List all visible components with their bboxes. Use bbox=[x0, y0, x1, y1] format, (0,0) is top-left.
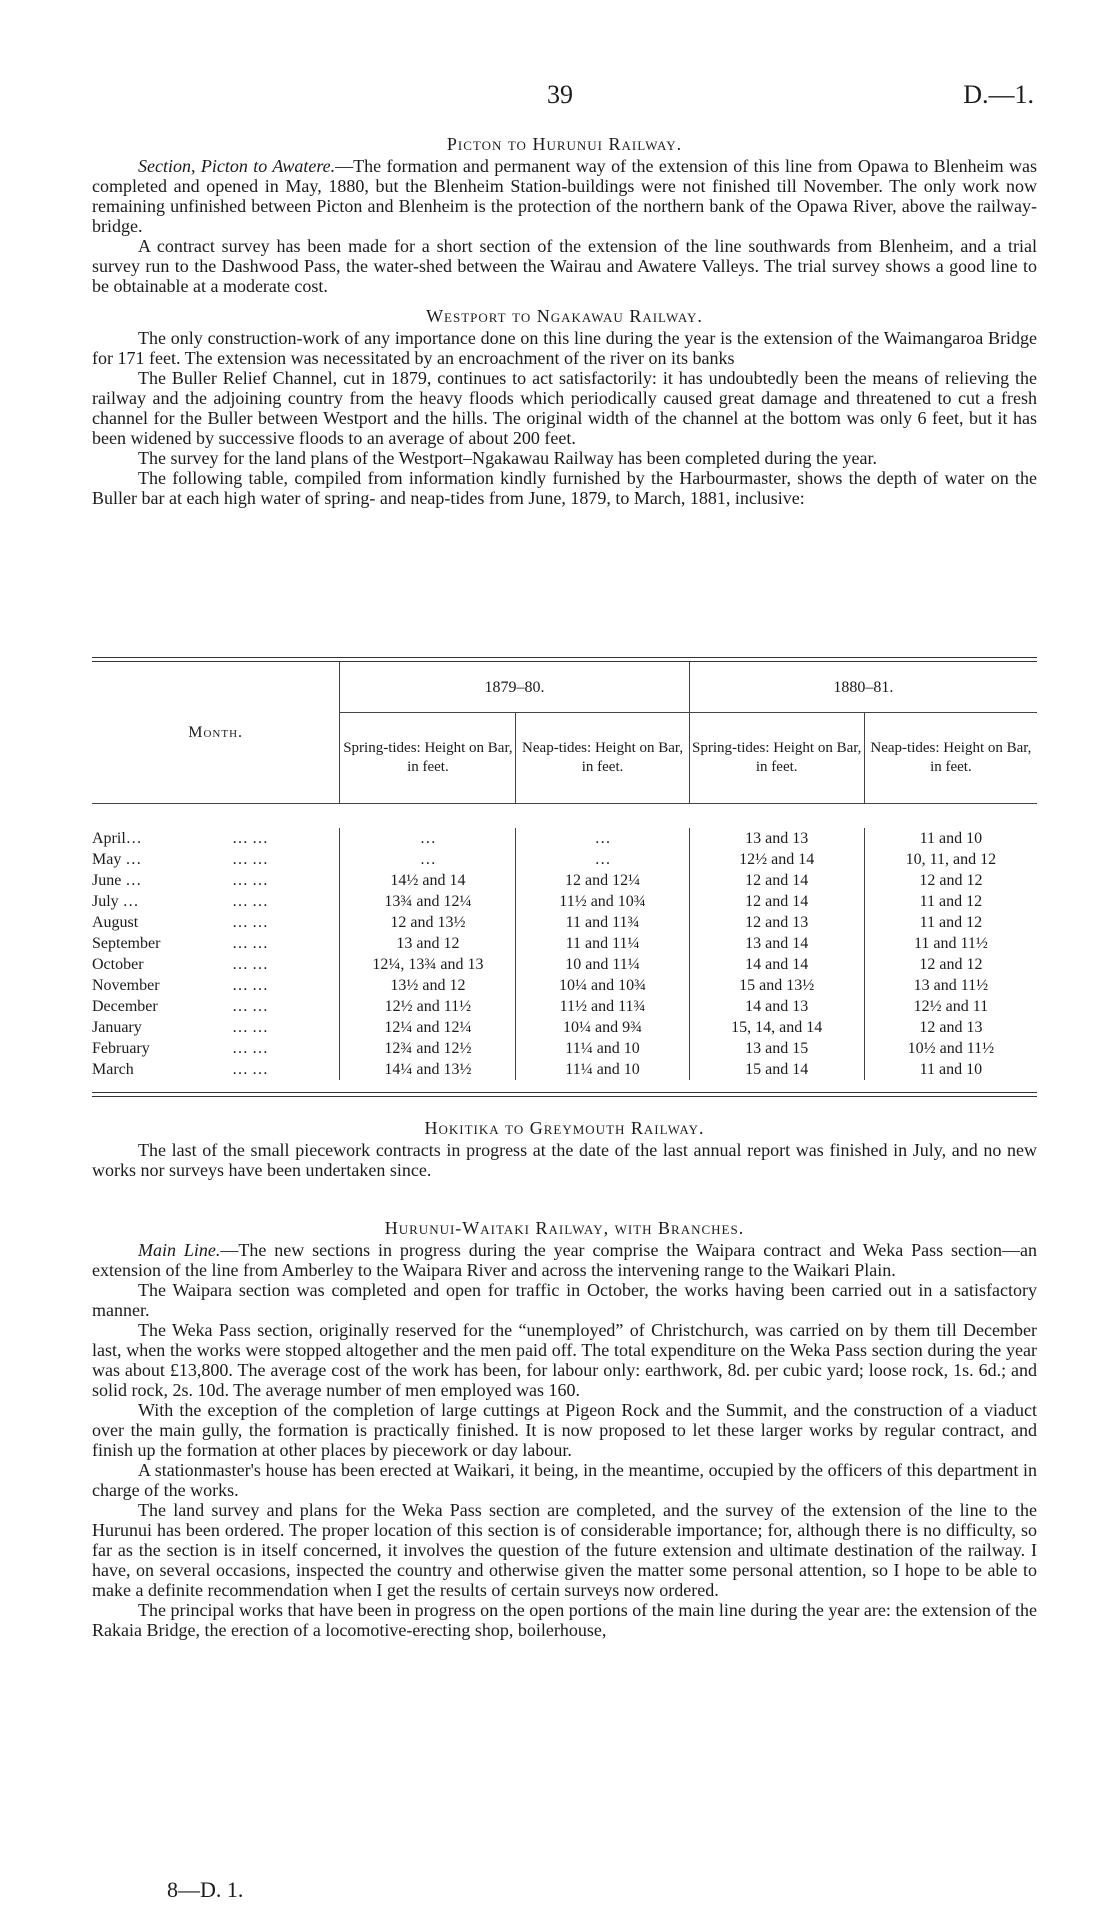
paragraph: The land survey and plans for the Weka Pass section are completed, and the survey of the extension of the line to the Hurunui has been ordered. The proper location of this section is of considerable importance; for, although there is no difficulty, so far as the section is in itself concerned, it involves the question of the future extension and ultimate destination of the railway. I have, on several occasions, inspected the country and otherwise given the matter some personal attention, so I hope to be able to make a definite recommendation when I get the results of certain surveys now ordered. bbox=[92, 1500, 1037, 1600]
document-reference: D.—1. bbox=[963, 80, 1034, 109]
table-row: February … … 12¾ and 12½ 11¼ and 10 13 and 15 10½ and 11½ bbox=[92, 1038, 1037, 1059]
table-row: October … … 12¼, 13¾ and 13 10 and 11¼ 14 and 14 12 and 12 bbox=[92, 954, 1037, 975]
column-header: Neap-tides: Height on Bar, in feet. bbox=[864, 713, 1037, 804]
period-header-1879: 1879–80. bbox=[340, 662, 689, 713]
table-row: May … … … … … 12½ and 14 10, 11, and 12 bbox=[92, 849, 1037, 870]
tide-table-block bbox=[92, 657, 1037, 1097]
section-title: Hokitika to Greymouth Railway. bbox=[424, 1118, 705, 1138]
paragraph: Main Line.—The new sections in progress during the year comprise the Waipara contract and Weka Pass section—an extension of the line from Amberley to the Waipara River and across the intervening range to the Waikari Plain. bbox=[92, 1240, 1037, 1280]
table-row: November … … 13½ and 12 10¼ and 10¾ 15 and 13½ 13 and 11½ bbox=[92, 975, 1037, 996]
paragraph: The Waipara section was completed and open for traffic in October, the works having been carried out in a satisfactory manner. bbox=[92, 1280, 1037, 1320]
tide-table bbox=[92, 662, 1037, 1092]
paragraph: With the exception of the completion of large cuttings at Pigeon Rock and the Summit, and the construction of a viaduct over the main gully, the formation is practically finished. It is now proposed to let these larger works by regular contract, and finish up the formation at other places by piecework or day labour. bbox=[92, 1400, 1037, 1460]
section-title: Picton to Hurunui Railway. bbox=[446, 134, 683, 154]
table-row: December … … 12½ and 11½ 11½ and 11¾ 14 and 13 12½ and 11 bbox=[92, 996, 1037, 1017]
page-number: 39 bbox=[547, 80, 573, 109]
section-title: Hurunui-Waitaki Railway, with Branches. bbox=[384, 1218, 745, 1238]
table-row: September … … 13 and 12 11 and 11¼ 13 and 14 11 and 11½ bbox=[92, 933, 1037, 954]
table-row: April… … … … … 13 and 13 11 and 10 bbox=[92, 828, 1037, 849]
column-header: Spring-tides: Height on Bar, in feet. bbox=[689, 713, 864, 804]
table-row: August … … 12 and 13½ 11 and 11¾ 12 and 13 11 and 12 bbox=[92, 912, 1037, 933]
table-row: March … … 14¼ and 13½ 11¼ and 10 15 and 14 11 and 10 bbox=[92, 1059, 1037, 1080]
section-hurunui-waitaki bbox=[92, 1216, 1037, 1640]
column-header: Spring-tides: Height on Bar, in feet. bbox=[340, 713, 516, 804]
month-header: Month. bbox=[188, 724, 244, 741]
period-header-1880: 1880–81. bbox=[689, 662, 1037, 713]
paragraph: The last of the small piecework contracts in progress at the date of the last annual report was finished in July, and no new works nor surveys have been undertaken since. bbox=[92, 1140, 1037, 1180]
section-title: Westport to Ngakawau Railway. bbox=[426, 306, 703, 326]
table-row: July … … … 13¾ and 12¼ 11½ and 10¾ 12 and 14 11 and 12 bbox=[92, 891, 1037, 912]
table-row: January … … 12¼ and 12¼ 10¼ and 9¾ 15, 14, and 14 12 and 13 bbox=[92, 1017, 1037, 1038]
paragraph: The Weka Pass section, originally reserved for the “unemployed” of Christchurch, was carried on by them till December last, when the works were stopped altogether and the men paid off. The total expenditure on the Weka Pass section during the year was about £13,800. The average cost of the work has been, for labour only: earthwork, 8d. per cubic yard; loose rock, 1s. 6d.; and solid rock, 2s. 10d. The average number of men employed was 160. bbox=[92, 1320, 1037, 1400]
paragraph: The survey for the land plans of the Westport–Ngakawau Railway has been completed during the year. bbox=[138, 448, 877, 468]
paragraph: The following table, compiled from information kindly furnished by the Harbourmaster, shows the depth of water on the Buller bar at each high water of spring- and neap-tides from June, 1879, to March, 1881, inclusive: bbox=[92, 468, 1037, 508]
footer-signature: 8—D. 1. bbox=[167, 1877, 244, 1902]
paragraph: The principal works that have been in progress on the open portions of the main line during the year are: the extension of the Rakaia Bridge, the erection of a locomotive-erecting shop, boilerhouse, bbox=[92, 1600, 1037, 1640]
section-hokitika-greymouth bbox=[92, 1116, 1037, 1180]
column-header: Neap-tides: Height on Bar, in feet. bbox=[516, 713, 689, 804]
paragraph: Section, Picton to Awatere.—The formation and permanent way of the extension of this line from Opawa to Blenheim was completed and opened in May, 1880, but the Blenheim Station-buildings were not finished till November. The only work now remaining unfinished between Picton and Blenheim is the protection of the northern bank of the Opawa River, above the railway-bridge. bbox=[92, 156, 1037, 236]
section-picton-hurunui bbox=[92, 132, 1037, 296]
paragraph: The Buller Relief Channel, cut in 1879, continues to act satisfactorily: it has undoubtedly been the means of relieving the railway and the adjoining country from the heavy floods which periodically caused great damage and threatened to cut a fresh channel for the Buller between Westport and the hills. The original width of the channel at the bottom was only 6 feet, but it has been widened by successive floods to an average of about 200 feet. bbox=[92, 368, 1037, 448]
section-westport-ngakawau bbox=[92, 304, 1037, 508]
paragraph: A stationmaster's house has been erected at Waikari, it being, in the meantime, occupied by the officers of this department in charge of the works. bbox=[92, 1460, 1037, 1500]
table-row: June … … … 14½ and 14 12 and 12¼ 12 and 14 12 and 12 bbox=[92, 870, 1037, 891]
paragraph: A contract survey has been made for a short section of the extension of the line southwards from Blenheim, and a trial survey run to the Dashwood Pass, the water-shed between the Wairau and Awatere Valleys. The trial survey shows a good line to be obtainable at a moderate cost. bbox=[92, 236, 1037, 296]
paragraph: The only construction-work of any importance done on this line during the year is the extension of the Waimangaroa Bridge for 171 feet. The extension was necessitated by an encroachment of the river on its banks bbox=[92, 328, 1037, 368]
